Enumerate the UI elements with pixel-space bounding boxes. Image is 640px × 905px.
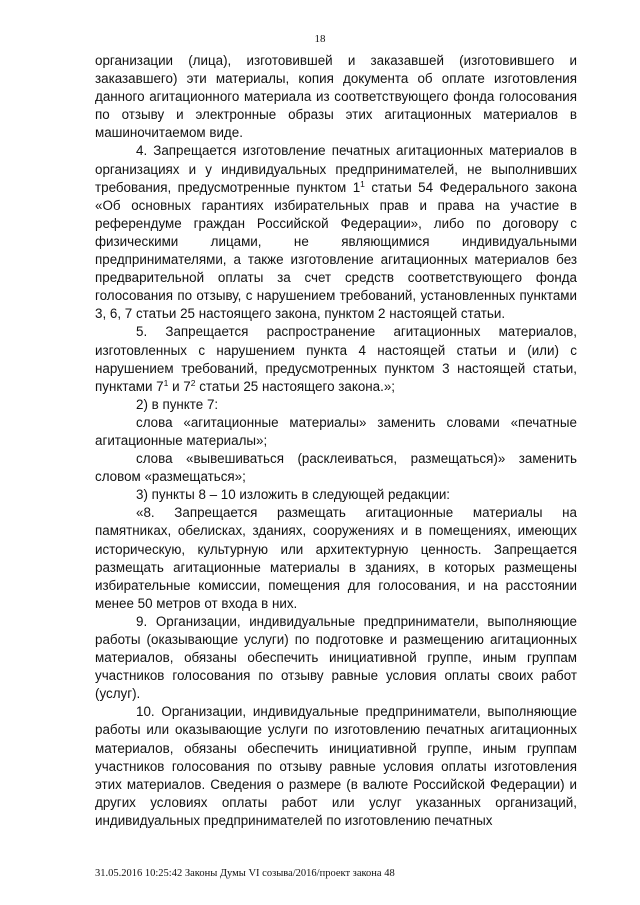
- page-number: 18: [314, 33, 326, 45]
- paragraph-item-10: 10. Организации, индивидуальные предприниматели, выполняющие работы или оказывающие услуги по изготовлению печатных агитационных материалов, обязаны обеспечить инициативной группе, иным группам участников голосования по отзыву равные условия оплаты изготовления этих материалов. Сведения о размере (в валюте Российской Федерации) и других условиях оплаты работ или услуг указанных организаций, индивидуальных предпринимателей по изготовлению печатных: [95, 704, 577, 828]
- paragraph-item-8: «8. Запрещается размещать агитационные материалы на памятниках, обелисках, зданиях, сооружениях и в помещениях, имеющих историческую, культурную или архитектурную ценность. Запрещается размещать агитационные материалы в зданиях, в которых размещены избирательные комиссии, помещения для голосования, и на расстоянии менее 50 метров от входа в них.: [95, 505, 577, 611]
- paragraph-replace-words-1: слова «агитационные материалы» заменить словами «печатные агитационные материалы»;: [95, 414, 577, 448]
- paragraph-item-5: [95, 323, 577, 395]
- superscript-1: 1: [360, 178, 365, 189]
- paragraph-continuation: организации (лица), изготовившей и заказавшей (изготовившего и заказавшего) эти материалы, копия документа об оплате изготовления данного агитационного материала из соответствующего фонда голосования по отзыву и электронные образы этих агитационных материалов в машиночитаемом виде.: [95, 53, 577, 141]
- document-body: [95, 52, 577, 830]
- paragraph-points-8-10-heading: 3) пункты 8 – 10 изложить в следующей редакции:: [136, 487, 451, 503]
- paragraph-item-5-text-mid: и 7: [168, 378, 191, 394]
- paragraph-item-4-text-b: статьи 54 Федерального закона «Об основных гарантиях избирательных прав и права на участие в референдуме граждан Российской Федерации», либо по договору с физическими лицами, не являющимися индивидуальными предпринимателями, а также изготовление агитационных материалов без предварительной оплаты за счет средств соответствующего фонда голосования по отзыву, с нарушением требований, установленных пунктами 3, 6, 7 статьи 25 настоящего закона, пунктом 2 настоящей статьи.: [95, 179, 577, 322]
- paragraph-item-5-text-a: 5. Запрещается распространение агитационных материалов, изготовленных с нарушением пункта 4 настоящей статьи и (или) с нарушением требований, предусмотренных пунктом 3 настоящей статьи, пунктами 7: [95, 324, 577, 394]
- paragraph-point-7-heading: 2) в пункте 7:: [136, 396, 219, 412]
- paragraph-item-4: [95, 142, 577, 323]
- superscript-1: 1: [163, 377, 169, 388]
- paragraph-replace-words-2: слова «вывешиваться (расклеиваться, размещаться)» заменить словом «размещаться»;: [95, 451, 577, 485]
- paragraph-item-9: 9. Организации, индивидуальные предприниматели, выполняющие работы (оказывающие услуги) по подготовке и размещению агитационных материалов, обязаны обеспечить инициативной группе, иным группам участников голосования по отзыву равные условия оплаты своих работ (услуг).: [95, 613, 577, 702]
- paragraph-item-4-text-a: 4. Запрещается изготовление печатных агитационных материалов в организациях и у индивидуальных предпринимателей, не выполнивших требования, предусмотренные пунктом 1: [95, 143, 577, 195]
- paragraph-item-5-text-b: статьи 25 настоящего закона.»;: [195, 378, 396, 394]
- superscript-2: 2: [190, 377, 196, 388]
- footer-file-path: 31.05.2016 10:25:42 Законы Думы VI созыва/2016/проект закона 48: [95, 868, 395, 879]
